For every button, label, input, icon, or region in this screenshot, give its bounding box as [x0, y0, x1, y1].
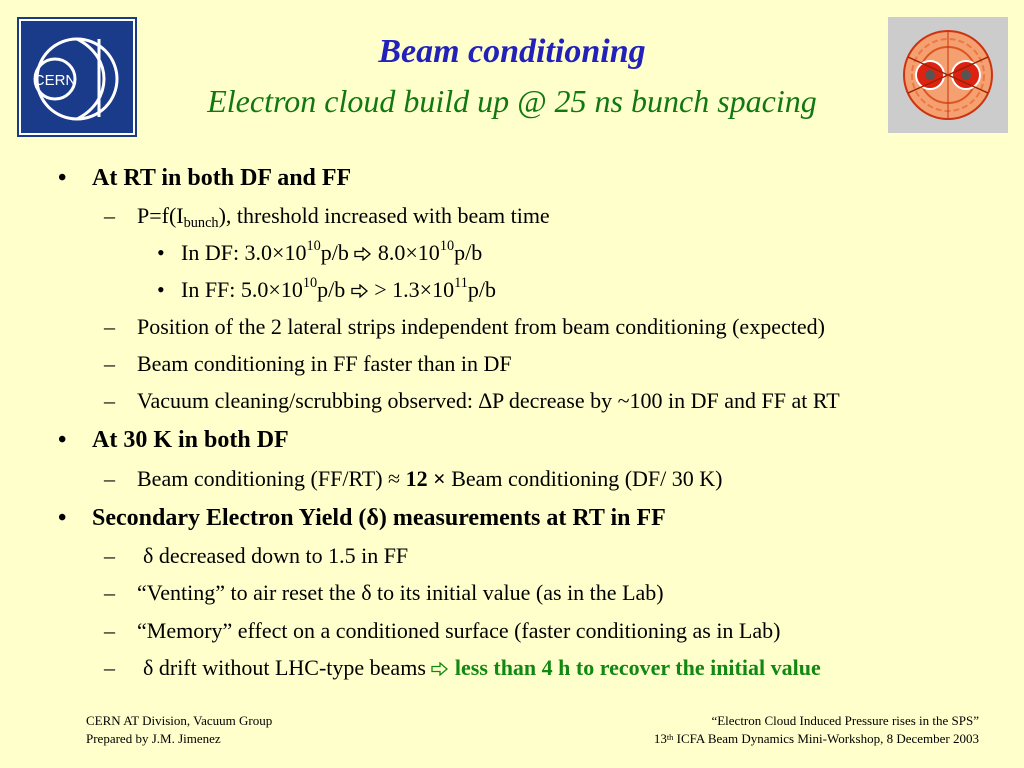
bullet-marker: •	[58, 427, 67, 453]
slide-title: Beam conditioning	[378, 33, 646, 70]
lhc-event-logo	[888, 17, 1008, 133]
bullet-at-30k: At 30 K in both DF	[92, 427, 289, 453]
sub-bullet-marker: –	[104, 655, 115, 680]
sub-bullet-pressure-function: $P=f(I_{bunch})$, threshold increased with beam time	[137, 203, 550, 231]
sub-bullet-marker: –	[104, 466, 115, 491]
sub-bullet-marker: –	[104, 543, 115, 568]
bullet-sey: Secondary Electron Yield (δ) measurements at RT in FF	[92, 505, 666, 531]
sub-sub-bullet-marker: •	[157, 240, 165, 265]
cern-logo-text: CERN	[33, 72, 77, 89]
sub-bullet-marker: –	[104, 203, 115, 228]
sub-bullet-vacuum-cleaning: Vacuum cleaning/scrubbing observed: ∆P decrease by ~100 in DF and FF at RT	[137, 388, 840, 413]
cern-logo	[17, 17, 137, 137]
bullet-marker: •	[58, 165, 67, 191]
sub-bullet-marker: –	[104, 314, 115, 339]
footer-left	[86, 712, 272, 748]
sub-bullet-lateral-strips: Position of the 2 lateral strips independent from beam conditioning (expected)	[137, 314, 825, 339]
bullet-marker: •	[58, 505, 67, 531]
sub-bullet-marker: –	[104, 388, 115, 413]
sub-bullet-marker: –	[104, 351, 115, 376]
sub-bullet-ff-faster: Beam conditioning in FF faster than in DF	[137, 351, 512, 376]
slide-subtitle: Electron cloud build up @ 25 ns bunch spacing	[207, 83, 817, 119]
footer-division: CERN AT Division, Vacuum Group	[86, 713, 273, 728]
sub-bullet-delta-decreased: δ decreased down to 1.5 in FF	[143, 543, 409, 568]
footer-right	[654, 712, 979, 748]
footer-author: Prepared by J.M. Jimenez	[86, 731, 221, 746]
sub-sub-bullet-ff: In FF: $5.0\times 10^{10}p/b > 1.3\times 10^{11}p/b$	[181, 275, 496, 302]
footer-workshop: 13th ICFA Beam Dynamics Mini-Workshop, 8 December 2003	[653, 731, 979, 746]
sub-bullet-venting: “Venting” to air reset the δ to its initial value (as in the Lab)	[137, 580, 664, 605]
arrow-right-icon	[354, 247, 372, 261]
arrow-right-icon	[351, 284, 369, 298]
sub-sub-bullet-marker: •	[157, 277, 165, 302]
sub-bullet-marker: –	[104, 618, 115, 643]
sub-bullet-conditioning-ratio: Beam conditioning (FF/RT) ≈ 12 × Beam conditioning (DF/ 30 K)	[137, 466, 723, 491]
sub-bullet-marker: –	[104, 580, 115, 605]
arrow-right-icon	[431, 662, 449, 676]
sub-bullet-memory-effect: “Memory” effect on a conditioned surface (faster conditioning as in Lab)	[137, 618, 781, 643]
bullet-at-rt: At RT in both DF and FF	[92, 165, 352, 191]
sub-sub-bullet-df: In DF: $3.0\times 10^{10}p/b$ $8.0\times 10^{10}p/b$	[181, 238, 483, 265]
footer-talk-title: “Electron Cloud Induced Pressure rises in the SPS”	[711, 713, 979, 728]
sub-bullet-delta-drift: δ drift without LHC-type beams less than 4 h to recover the initial value	[143, 655, 821, 680]
